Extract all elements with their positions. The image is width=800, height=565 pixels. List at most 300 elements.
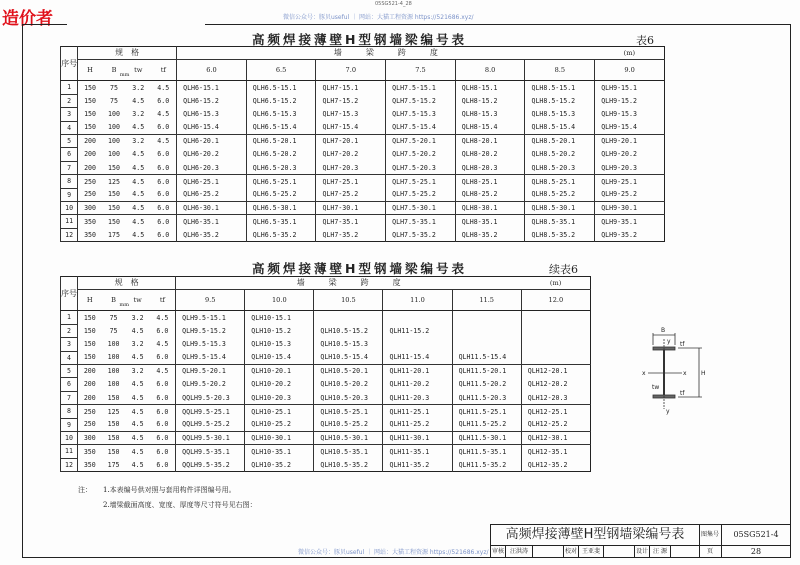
row-seq: 8 — [61, 175, 78, 188]
beam-code: QLH6.5-15.3 — [246, 108, 316, 121]
spec-value: 200 — [78, 135, 102, 148]
beam-code: QLH6.5-15.1 — [246, 81, 316, 94]
spec-value: 150 — [102, 202, 126, 215]
header-span: 墙 梁 跨 度 — [177, 47, 595, 60]
spec-value: 100 — [107, 340, 120, 349]
row-seq: 5 — [61, 135, 78, 148]
spec-value: 6.0 — [150, 188, 176, 201]
beam-code: QLH8.5-15.2 — [525, 94, 595, 107]
page-number: 28 — [750, 547, 762, 556]
beam-code: QLH10-20.1 — [245, 365, 314, 378]
beam-code — [521, 324, 590, 337]
spec-value: 6.0 — [150, 161, 176, 174]
table-row — [61, 81, 665, 94]
row-seq: 10 — [61, 202, 78, 215]
row-seq: 4 — [61, 351, 78, 364]
axis-x: x — [642, 370, 646, 377]
table-row — [61, 188, 665, 201]
beam-code: QLH10-20.3 — [245, 391, 314, 404]
beam-code: QLH12-20.1 — [521, 365, 590, 378]
header-unit: (m) — [521, 277, 590, 290]
frame-line — [205, 24, 790, 25]
spec-value: 4.5 — [132, 96, 145, 105]
beam-code: QQLH9.5-25.2 — [176, 418, 245, 431]
header-row — [61, 47, 665, 60]
beam-code: QLH9.5-15.1 — [176, 311, 245, 324]
spec-value: 3.2 — [131, 367, 144, 376]
spec-value: 4.5 — [157, 83, 170, 92]
header-span: 墙 梁 跨 度 — [176, 277, 522, 290]
beam-code: QLH9.5-15.2 — [176, 324, 245, 337]
beam-code: QLH8-20.1 — [455, 135, 525, 148]
beam-code: QLH10.5-20.1 — [314, 365, 383, 378]
beam-code: QLH6-15.1 — [177, 81, 247, 94]
page-label: 页 — [699, 546, 722, 558]
spec-value: 125 — [108, 177, 120, 186]
span-header: 9.0 — [595, 60, 665, 81]
beam-code: QLH8-20.3 — [455, 161, 525, 174]
beam-code: QLH6.5-20.1 — [246, 135, 316, 148]
header-row — [61, 290, 591, 311]
row-seq: 6 — [61, 378, 78, 391]
beam-code: QLH12-20.2 — [521, 378, 590, 391]
row-seq: 10 — [61, 432, 78, 445]
header-dim-label: tf — [160, 66, 166, 75]
dim-tf: tf — [680, 341, 685, 348]
spec-value: 100 — [108, 110, 120, 119]
beam-code: QLH9-15.3 — [595, 108, 665, 121]
spec-value: 150 — [78, 121, 102, 134]
beam-code: QLH6-35.2 — [177, 228, 247, 241]
beam-code: QLH7-15.3 — [316, 108, 386, 121]
spec-value: 6.0 — [157, 230, 170, 239]
spec-value: 6.0 — [157, 177, 170, 186]
header-dim — [102, 290, 130, 311]
beam-code: QLH8.5-25.1 — [525, 175, 595, 188]
row-seq: 1 — [61, 311, 78, 324]
beam-code: QLH6.5-15.2 — [246, 94, 316, 107]
header-dim-label: tf — [159, 296, 165, 305]
spec-value: 4.5 — [126, 418, 150, 431]
beam-code: QLH9-15.2 — [595, 94, 665, 107]
frame-line — [22, 24, 67, 25]
table-row — [61, 418, 591, 431]
table-row — [61, 405, 591, 418]
table-row — [61, 311, 591, 324]
beam-code: QLH10.5-25.2 — [314, 418, 383, 431]
beam-code: QLH10.5-15.3 — [314, 338, 383, 351]
spec-value: 75 — [110, 83, 118, 92]
beam-code: QLH11-25.2 — [383, 418, 452, 431]
beam-code: QLH10-35.2 — [245, 458, 314, 471]
spec-value: 75 — [109, 326, 118, 335]
beam-code: QLH7.5-20.2 — [386, 148, 456, 161]
spec-value: 175 — [107, 460, 120, 469]
spec-value: 200 — [78, 161, 102, 174]
header-dim — [150, 290, 176, 311]
spec-value: 150 — [78, 311, 102, 324]
span-header: 9.5 — [176, 290, 245, 311]
beam-code: QLH9.5-20.2 — [176, 378, 245, 391]
beam-code: QLH7.5-20.1 — [386, 135, 456, 148]
row-seq: 9 — [61, 418, 78, 431]
row-seq: 2 — [61, 94, 78, 107]
beam-code: QLH8-15.3 — [455, 108, 525, 121]
spec-value: 100 — [102, 351, 126, 364]
beam-code — [452, 338, 521, 351]
table-row — [61, 391, 591, 404]
row-seq: 12 — [61, 458, 78, 471]
spec-value: 3.2 — [132, 137, 145, 146]
table-row — [61, 324, 591, 337]
spec-value: 200 — [78, 148, 102, 161]
spec-value: 300 — [78, 202, 102, 215]
spec-value: 4.5 — [131, 380, 144, 389]
spec-value: 200 — [78, 378, 102, 391]
beam-code: QLH7-25.2 — [316, 188, 386, 201]
beam-code: QLH9-35.1 — [595, 215, 665, 228]
spec-value: 175 — [108, 230, 120, 239]
spec-value: 100 — [107, 380, 120, 389]
check-signature — [604, 546, 635, 558]
beam-code: QLH8-15.1 — [455, 81, 525, 94]
beam-code: QLH9-20.1 — [595, 135, 665, 148]
watermark-bottom: 微信公众号：豚贝useful ｜ 网站：大猫工程资源 https://521686.xyz/ — [298, 549, 489, 556]
beam-code: QLH9-35.2 — [595, 228, 665, 241]
beam-code: QLH6.5-25.1 — [246, 175, 316, 188]
spec-value: 6.0 — [150, 351, 176, 364]
beam-code — [521, 311, 590, 324]
beam-code: QLH11-20.3 — [383, 391, 452, 404]
beam-code: QLH7-15.4 — [316, 121, 386, 134]
check-name: 王亚斐 — [579, 546, 604, 558]
spec-value: 6.0 — [156, 407, 169, 416]
spec-value: 100 — [107, 367, 120, 376]
beam-code: QLH10-15.2 — [245, 324, 314, 337]
header-dim — [150, 60, 176, 81]
beam-code: QLH10-25.1 — [245, 405, 314, 418]
spec-value: 3.2 — [131, 340, 144, 349]
beam-code — [383, 311, 452, 324]
beam-code: QLH8.5-35.2 — [525, 228, 595, 241]
beam-code: QLH7.5-15.3 — [386, 108, 456, 121]
check-label: 校对 — [564, 546, 579, 558]
spec-value: 150 — [102, 161, 126, 174]
beam-code: QLH10-20.2 — [245, 378, 314, 391]
spec-value: 75 — [110, 96, 118, 105]
beam-code: QLH6-25.2 — [177, 188, 247, 201]
spec-value: 150 — [107, 447, 120, 456]
beam-code: QLH10-25.2 — [245, 418, 314, 431]
spec-value: 4.5 — [156, 313, 169, 322]
row-seq: 4 — [61, 121, 78, 134]
table2-title: 高频焊接薄壁H型钢墙梁编号表 — [252, 261, 467, 276]
spec-value: 250 — [78, 418, 102, 431]
title-block — [490, 524, 790, 558]
beam-code: QLH10.5-35.2 — [314, 458, 383, 471]
spec-value: 6.0 — [150, 121, 176, 134]
row-seq: 12 — [61, 228, 78, 241]
header-dim — [126, 60, 150, 81]
table-row — [61, 228, 665, 241]
row-seq: 9 — [61, 188, 78, 201]
table1 — [60, 46, 665, 242]
spec-value: 4.5 — [131, 460, 144, 469]
beam-code: QLH7.5-25.2 — [386, 188, 456, 201]
header-dim — [78, 60, 102, 81]
beam-code: QLH7-35.1 — [316, 215, 386, 228]
beam-code: QLH9-15.1 — [595, 81, 665, 94]
spec-value: 100 — [102, 121, 126, 134]
spec-value: 4.5 — [126, 391, 150, 404]
table-row — [61, 161, 665, 174]
row-seq: 7 — [61, 161, 78, 174]
beam-code: QLH6.5-20.3 — [246, 161, 316, 174]
beam-code: QLH6-35.1 — [177, 215, 247, 228]
design-name: 汪 源 — [650, 546, 671, 558]
spec-value: 6.0 — [150, 432, 176, 445]
spec-value: 4.5 — [157, 137, 170, 146]
table-row — [61, 94, 665, 107]
row-seq: 11 — [61, 215, 78, 228]
beam-code: QLH12-30.1 — [521, 432, 590, 445]
spec-value: 150 — [102, 188, 126, 201]
beam-code: QLH6.5-30.1 — [246, 202, 316, 215]
beam-code: QLH10.5-20.2 — [314, 378, 383, 391]
beam-code: QLH10-15.4 — [245, 351, 314, 364]
beam-code: QLH7-15.2 — [316, 94, 386, 107]
table-row — [61, 378, 591, 391]
dim-h: H — [701, 370, 706, 377]
beam-code: QLH8.5-20.2 — [525, 148, 595, 161]
beam-code: QLH6.5-20.2 — [246, 148, 316, 161]
spec-value: 150 — [108, 217, 120, 226]
beam-code: QLH8.5-35.1 — [525, 215, 595, 228]
spec-value: 4.5 — [126, 161, 150, 174]
spec-value: 150 — [78, 324, 102, 337]
beam-code: QLH7.5-35.2 — [386, 228, 456, 241]
spec-value: 75 — [109, 313, 118, 322]
spec-value: 350 — [78, 228, 102, 241]
beam-code: QLH7.5-35.1 — [386, 215, 456, 228]
beam-code: QLH11.5-25.1 — [452, 405, 521, 418]
span-header: 7.0 — [316, 60, 386, 81]
beam-code: QLH11.5-35.2 — [452, 458, 521, 471]
row-seq: 7 — [61, 391, 78, 404]
header-dim-label: H — [86, 296, 93, 305]
spec-value: 350 — [78, 458, 102, 471]
row-seq: 1 — [61, 81, 78, 94]
beam-code: QLH7-20.2 — [316, 148, 386, 161]
logo: 造价者 — [2, 9, 53, 29]
beam-code: QLH9-25.1 — [595, 175, 665, 188]
spec-value: 6.0 — [157, 217, 170, 226]
row-seq: 6 — [61, 148, 78, 161]
beam-code: QLH9.5-15.4 — [176, 351, 245, 364]
atlas-number: 05SG521-4 — [722, 525, 790, 546]
header-row — [61, 277, 591, 290]
spec-value: 150 — [78, 94, 102, 107]
beam-code: QLH10-15.3 — [245, 338, 314, 351]
spec-value: 250 — [78, 405, 102, 418]
beam-code: QLH10-30.1 — [245, 432, 314, 445]
spec-value: 6.0 — [150, 418, 176, 431]
spec-value: 4.5 — [132, 177, 145, 186]
spec-value: 150 — [78, 351, 102, 364]
header-spec: 规 格 — [78, 277, 176, 290]
beam-code: QLH11.5-20.1 — [452, 365, 521, 378]
beam-code: QLH6-15.4 — [177, 121, 247, 134]
beam-code: QLH8-25.2 — [455, 188, 525, 201]
beam-code: QLH8-25.1 — [455, 175, 525, 188]
beam-code: QLH10.5-15.4 — [314, 351, 383, 364]
beam-code — [452, 311, 521, 324]
beam-code: QLH10.5-30.1 — [314, 432, 383, 445]
beam-code: QLH11-20.1 — [383, 365, 452, 378]
span-header: 8.5 — [525, 60, 595, 81]
table2-number: 续表6 — [549, 263, 578, 276]
beam-code — [521, 338, 590, 351]
spec-value: 4.5 — [126, 432, 150, 445]
beam-code: QLH8-20.2 — [455, 148, 525, 161]
beam-code: QLH7-30.1 — [316, 202, 386, 215]
header-seq: 序号 — [61, 277, 78, 311]
watermark-top: 微信公众号：豚贝useful ｜ 网站：大猫工程资源 https://521686.xyz/ — [283, 14, 474, 21]
beam-code: QLH8-15.4 — [455, 121, 525, 134]
notes-label: 注： — [78, 486, 92, 494]
dim-tw: tw — [652, 384, 660, 391]
row-seq: 2 — [61, 324, 78, 337]
beam-code: QLH11-35.1 — [383, 445, 452, 458]
spec-value: 4.5 — [131, 407, 144, 416]
span-header: 11.5 — [452, 290, 521, 311]
row-seq: 3 — [61, 338, 78, 351]
beam-code: QLH10.5-20.3 — [314, 391, 383, 404]
beam-code: QLH7-15.1 — [316, 81, 386, 94]
beam-code: QLH6-25.1 — [177, 175, 247, 188]
row-seq: 8 — [61, 405, 78, 418]
beam-code: QLH6.5-35.2 — [246, 228, 316, 241]
beam-code: QLH9-30.1 — [595, 202, 665, 215]
beam-code: QLH12-25.1 — [521, 405, 590, 418]
beam-code: QLH6.5-15.4 — [246, 121, 316, 134]
dim-b: B — [661, 327, 666, 334]
table-row — [61, 108, 665, 121]
beam-code: QLH10-15.1 — [245, 311, 314, 324]
beam-code: QLH6.5-35.1 — [246, 215, 316, 228]
beam-code: QLH7.5-30.1 — [386, 202, 456, 215]
span-header: 12.0 — [521, 290, 590, 311]
span-header: 6.5 — [246, 60, 316, 81]
table1-number: 表6 — [636, 34, 654, 47]
spec-value: 4.5 — [126, 188, 150, 201]
spec-value: 6.0 — [150, 391, 176, 404]
title-block-title: 高频焊接薄壁H型钢墙梁编号表 — [491, 525, 700, 546]
dim-tf: tf — [680, 390, 685, 397]
spec-value: 6.0 — [156, 447, 169, 456]
beam-code: QLH11-15.2 — [383, 324, 452, 337]
beam-code: QLH8-15.2 — [455, 94, 525, 107]
spec-value: 4.5 — [132, 150, 145, 159]
beam-code: QLH11-25.1 — [383, 405, 452, 418]
beam-code: QLH9-25.2 — [595, 188, 665, 201]
beam-code: QLH12-25.2 — [521, 418, 590, 431]
header-mm: mm — [119, 72, 130, 79]
spec-value: 4.5 — [156, 340, 169, 349]
beam-code: QLH8-30.1 — [455, 202, 525, 215]
table-row — [61, 202, 665, 215]
review-signature — [533, 546, 564, 558]
beam-code: QLH8.5-15.3 — [525, 108, 595, 121]
beam-code — [521, 351, 590, 364]
table-row — [61, 351, 591, 364]
spec-value: 250 — [78, 175, 102, 188]
beam-code: QLH11-20.2 — [383, 378, 452, 391]
spec-value: 350 — [78, 215, 102, 228]
spec-value: 4.5 — [131, 326, 144, 335]
beam-code: QLH7.5-20.3 — [386, 161, 456, 174]
table-row — [61, 215, 665, 228]
beam-code: QQLH9.5-30.1 — [176, 432, 245, 445]
table1-title: 高频焊接薄壁H型钢墙梁编号表 — [252, 32, 467, 47]
spec-value: 100 — [108, 150, 120, 159]
beam-code: QQLH9.5-35.1 — [176, 445, 245, 458]
span-header: 10.0 — [245, 290, 314, 311]
span-header: 6.0 — [177, 60, 247, 81]
beam-code: QLH8.5-30.1 — [525, 202, 595, 215]
spec-value: 150 — [102, 432, 126, 445]
table-row — [61, 148, 665, 161]
span-header: 7.5 — [386, 60, 456, 81]
beam-code: QLH12-35.2 — [521, 458, 590, 471]
note-2: 2.墙梁截面高度、宽度、厚度等尺寸符号见右图： — [103, 501, 257, 509]
spec-value: 4.5 — [156, 367, 169, 376]
beam-code: QLH7-20.1 — [316, 135, 386, 148]
spec-value: 300 — [78, 432, 102, 445]
beam-code: QLH8-35.1 — [455, 215, 525, 228]
review-name: 汪洪涛 — [506, 546, 533, 558]
sheet-code: 05SG521-4_28 — [375, 1, 412, 7]
beam-code: QLH7.5-15.2 — [386, 94, 456, 107]
beam-code: QLH11-15.4 — [383, 351, 452, 364]
beam-code — [383, 338, 452, 351]
spec-value: 3.2 — [131, 313, 144, 322]
beam-code: QLH9-15.4 — [595, 121, 665, 134]
beam-code: QLH8-35.2 — [455, 228, 525, 241]
span-header: 10.5 — [314, 290, 383, 311]
header-unit: (m) — [595, 47, 665, 60]
axis-y: y — [666, 408, 670, 415]
table-row — [61, 445, 591, 458]
header-dim-label: B — [111, 66, 117, 75]
spec-value: 125 — [107, 407, 120, 416]
spec-value: 3.2 — [132, 110, 145, 119]
beam-code: QLH8.5-20.3 — [525, 161, 595, 174]
beam-code: QLH10-35.1 — [245, 445, 314, 458]
beam-code: QLH11.5-15.4 — [452, 351, 521, 364]
beam-code: QLH11-30.1 — [383, 432, 452, 445]
header-seq: 序号 — [61, 47, 78, 81]
beam-code: QLH11.5-25.2 — [452, 418, 521, 431]
spec-value: 4.5 — [126, 202, 150, 215]
beam-code: QLH7.5-25.1 — [386, 175, 456, 188]
beam-code: QQLH9.5-35.2 — [176, 458, 245, 471]
spec-value: 4.5 — [126, 121, 150, 134]
beam-code: QLH9-20.3 — [595, 161, 665, 174]
header-dim-label: tw — [133, 296, 142, 305]
spec-value: 6.0 — [156, 380, 169, 389]
span-header: 8.0 — [455, 60, 525, 81]
